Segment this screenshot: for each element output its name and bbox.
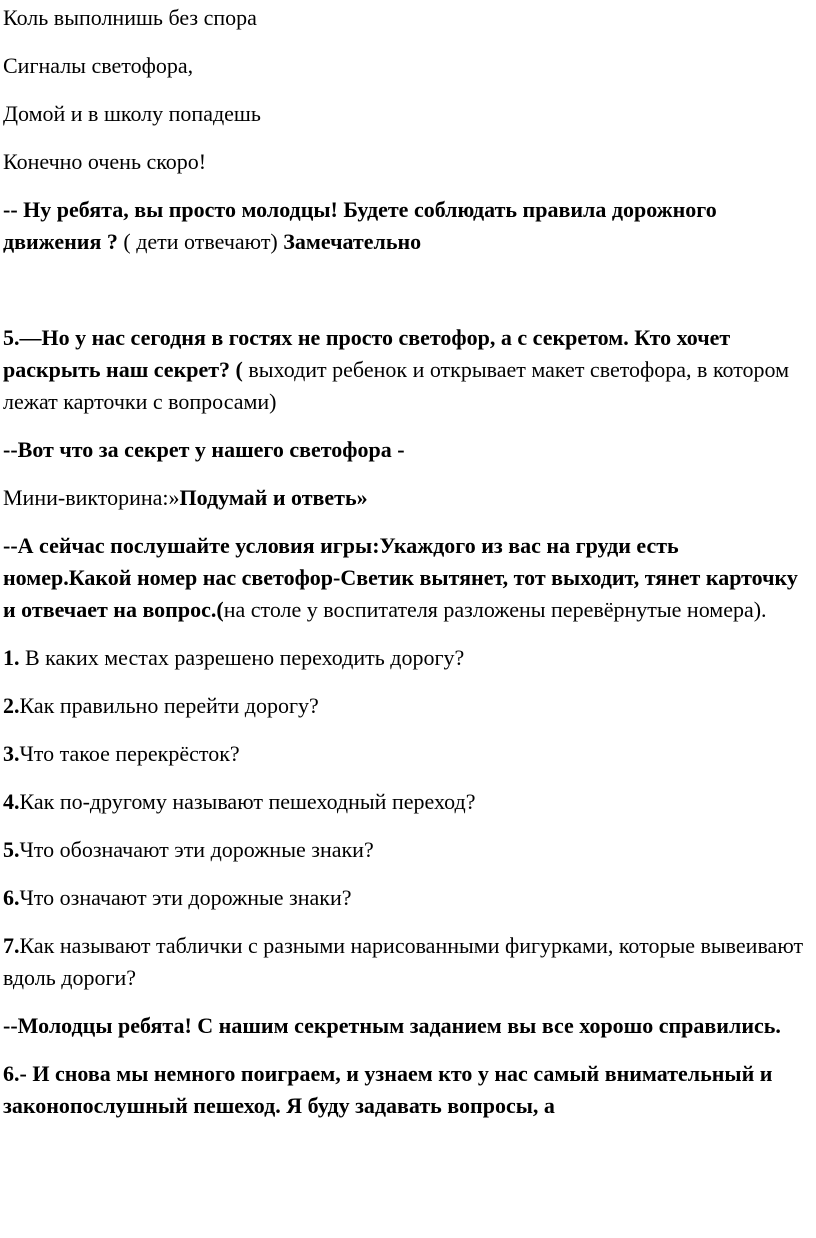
rules-paragraph (3, 530, 812, 626)
praise-paragraph (3, 194, 812, 258)
quiz-heading (3, 482, 812, 514)
question-number: 3. (3, 741, 20, 766)
question-6 (3, 882, 812, 914)
secret-line (3, 434, 812, 466)
poem-line-4: Конечно очень скоро! (3, 149, 207, 174)
well-done-paragraph (3, 1010, 812, 1042)
question-5 (3, 834, 812, 866)
well-done-text: --Молодцы ребята! С нашим секретным заданием вы все хорошо справились. (3, 1013, 781, 1038)
poem-line-1: Коль выполнишь без спора (3, 5, 257, 30)
question-text: Как называют таблички с разными нарисованными фигурками, которые вывеивают вдоль дороги? (3, 933, 804, 990)
section-5-paragraph (3, 322, 812, 418)
question-number: 6. (3, 885, 20, 910)
section-6-text: 6.- И снова мы немного поиграем, и узнаем кто у нас самый внимательный и законопослушный пешеход. Я буду задавать вопросы, а (3, 1061, 773, 1118)
praise-bold-text: -- Ну ребята, вы просто молодцы! Будете соблюдать правила дорожного движения ? (3, 197, 717, 254)
question-text: Как правильно перейти дорогу? (19, 693, 319, 718)
quiz-label: Мини-викторина:» (3, 485, 180, 510)
question-number: 1. (3, 645, 20, 670)
praise-children-answer: ( дети отвечают) (117, 229, 284, 254)
question-number: 5. (3, 837, 20, 862)
question-number: 2. (3, 693, 20, 718)
praise-excellent: Замечательно (283, 229, 422, 254)
question-7 (3, 930, 812, 994)
rules-note: на столе у воспитателя разложены перевёрнутые номера). (223, 597, 767, 622)
question-number: 4. (3, 789, 20, 814)
question-4 (3, 786, 812, 818)
question-text: Что означают эти дорожные знаки? (19, 885, 352, 910)
question-text: Как по-другому называют пешеходный переход? (19, 789, 476, 814)
rules-bold: --А сейчас послушайте условия игры:Укаждого из вас на груди есть номер.Какой номер нас светофор-Светик вытянет, тот выходит, тянет карточку и отвечает на вопрос.( (3, 533, 798, 622)
question-1 (3, 642, 812, 674)
paragraph-gap (3, 274, 812, 322)
question-text: Что обозначают эти дорожные знаки? (19, 837, 374, 862)
question-text: В каких местах разрешено переходить дорогу? (19, 645, 465, 670)
question-text: Что такое перекрёсток? (19, 741, 240, 766)
question-3 (3, 738, 812, 770)
quiz-title: Подумай и ответь» (179, 485, 368, 510)
poem-line-2: Сигналы светофора, (3, 53, 194, 78)
section-5-note: выходит ребенок и открывает макет светофора, в котором лежат карточки с вопросами) (3, 357, 790, 414)
section-6-paragraph (3, 1058, 812, 1122)
question-number: 7. (3, 933, 20, 958)
secret-line-text: --Вот что за секрет у нашего светофора - (3, 437, 405, 462)
poem-line-3: Домой и в школу попадешь (3, 101, 261, 126)
question-2 (3, 690, 812, 722)
section-5-bold: 5.—Но у нас сегодня в гостях не просто светофор, а с секретом. Кто хочет раскрыть наш секрет? ( (3, 325, 731, 382)
